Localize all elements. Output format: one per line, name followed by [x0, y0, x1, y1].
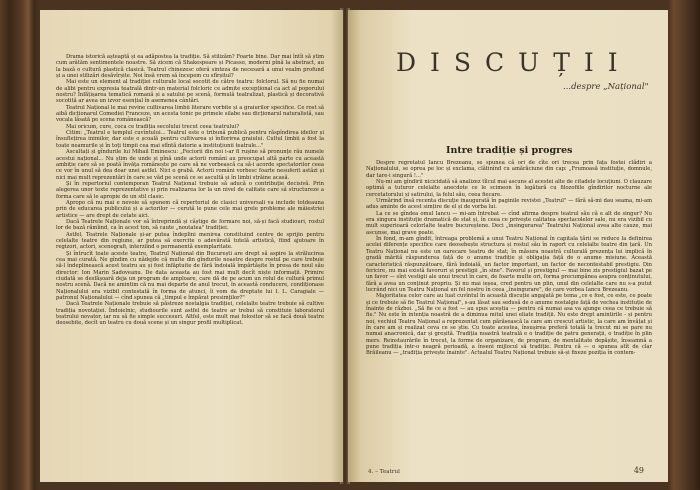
discussion-subtitle: ...despre „Național"	[563, 82, 649, 92]
page-number: 49	[633, 466, 644, 475]
left-paragraph: Mai oricum, cure, coca ce tradiția secolului trecut ceea teatrului?	[66, 123, 240, 130]
left-paragraph: Citim: „Teatrul e templul cuvîntului... Teatrul este o tribună publică pentru răspîndirea ideilor și însuflețirea inimilor, dar este o școală pentru cultivarea și înflorirea graiului. Cultul limbii a fost la toate neamurile și în toți timpii cea mai sfîntă datorie a instituțiunii teatrale..."	[56, 130, 324, 149]
left-paragraph: Ascultați și gîndurile lui Mihail Eminescu: „Feciorii din noi i-ar fi rușine să pronunțe rău numele acestui național... Nu știm de unde și pînă unde actorii români au preocupat altă parte cu această ambiție care să se poată învăța românește pe care să ne vorbească ca să-i acorde spectatorilor ceea ce vor în unul să dea doar unei astfel. Nici o grabă. Actorii români vorbesc foarte nesuferit astăzi și nici mai mult reprezentări în care se văd pe scenă ce se ascultă și în limbi străine acasă.	[56, 149, 324, 181]
right-page-text	[366, 160, 652, 357]
left-paragraph: Apropo că nu mai e nevoie să spunem că repertoriul de clasici universali va include totdeauna prin de educarea publicului și a actorilor — cerută le pune cele mai grele probleme ale măiestriei artistice — are drept de cetate aici.	[56, 199, 324, 219]
right-page	[348, 10, 668, 482]
right-paragraph: Majoritatea celor care au luat cuvîntul în această discuție angajată pe tema „ce e fost, ce este, ce poate și ce trebuie să fie Teatrul Național", s-au lăsat sau sedusă de o anume nostalgie față de vechea instituție de înainte de război. „Să fie ce a fost — au spus aceștia — pentru că numai asa va ajunge ceea ce trebuie să fie." Nu este în intenția noastră de a diminua mitul unei eliate tradiții. Nu este drept amintirile - și pentru noi, vechiul Teatru Național a reprezentat cum părăsească la care am crescut artistic, la care am învățat și în care am și realizat ceva ce se știe. Cu toate acestea, însușirea preferă totală la trecut mi se pare nu numai anacronică, dar și greșită. Tradiția noastră teatrală e o tradiție de patru generații, o tradiție în plin mers. Reinstaurările în trecut, la forme de organizare, de program, de mentalitate depășite, înseamnă a pune tradiția într-o neagră perioadă, a înseni mijlocul să tradiție. Pentru că — o spunea atît de clar Brăileanu — „tradiția privește înainte". Actualul Teatru Național trebuie să-și fixeze poziția în contem-	[366, 293, 652, 357]
right-paragraph: În fond, m-am gîndit, întreaga problemă a unui Teatru Național în capitala țării se reduce la definirea acelei diferențe specifice care deosebește structura și rostul său în raport cu celelalte teatre din țară. Un Teatru Național nu este un oarecare teatru de stat; în măsura noastră culturală prezența lui implică în gradă mărită răspunderea față de o anume tradiție și obligația față de o anume misiune. Această caracteristică răspunzătoare, fără îndoială, un factor important, un factor de necontestabil prestigiu. Din fericire, nu mai există favoruri și prestigii „în sine". Favorul și prestigiul — mai bine zis prestigiul bazat pe un favor — sînt vestigii ale unui trecut în care, de foarte multe ori, forma precumpănea asupra conținutului, fără a avea un conținut propriu. Și nu mai ieșea, cred pentru un plin, unul din celelalte care nu s-a putut lucrând nici un Teatru Național un fel nostru în ceea „însingurare", de care vorbea Iancu Brezeanu.	[366, 236, 652, 293]
left-paragraph: Mai este un element al tradiției culturale local socotit de către teatru: folclorul. Să nu fie numai de alibi pentru expresia teatrală dintr-un material folcloric ce admite excepțional ca act al poporului nostru? Înfățișarea tematică romană și a satului pe scenă, formulă teatralizat, plastică și decorativă socotită ar avea un izvor esențial în asemenea cântări.	[56, 79, 324, 105]
left-page	[40, 10, 343, 482]
right-paragraph: Urmărind însă recenta discuție inaugurată în paginile revistei „Teatrul" — fără să-mi dau seama, mi-am adus aminte de acest simțire de el și de vorba lui.	[366, 198, 652, 211]
left-paragraph: Teatrul Național le mai revine cultivarea limbii literare vorbite și a graiurilor specifice. Ce rost să aibă dicționarul Comediei Franceze, un acesta tonic pe primele silabe sau dicționarul naturalistă, sau vocala lăsată pe scena românească?	[56, 104, 324, 124]
left-paragraph: Dacă Teatrele Naționale vor să întreprindă și câștige de formare noi, să-și facă studiouri, rostul lor de bază rămîind, ca în acest ton, să caute „noutatea" tradiției.	[56, 218, 324, 232]
right-paragraph: Despre regretatul Iancu Brezeanu, se spunea că ori de cîte ori trecea prin fața fostei clădiri a Naționalului, se oprea pe loc și exclama, clătinînd cu amărăciune din cap: „Frumoasă instituție, domnule, dar tare-i singură !..."	[366, 160, 652, 179]
left-paragraph: Și în repertoriul contemporan Teatrul Național trebuie să aducă o contribuție decisivă. Prin alegerea unor texte reprezentative și prin realizarea lor la un nivel de calitate care să structureze a forma care să le apropie de un stil clasic.	[56, 180, 324, 200]
left-page-text	[56, 54, 324, 327]
section-title: Intre tradiție și progres	[446, 145, 573, 156]
left-paragraph: Drama istorică așteaptă și ea adăpostea la tradiție. Să stilizăm? Foarte bine. Dar mai întîi să știm cum arătăm sentimentele noastre. Să zicem că Shakespeare și Picasso, moderni pînă la abstract, au la bază o cultură plastică clasică. Teatrul chinezesc oferă sinteza de necesară a unui vealm profund și a unei stilizări desăvîrșite. Noi însă vrem să începem cu sfîrșitul?	[56, 54, 324, 80]
left-paragraph: Și întrucît toate aceste teatre, Teatrul Național din București are drept să aspire la strălucirea cea mai curată. Ne gîndim cu nădejde că multe din gîndurile noastre despre rostul pe care trebuie să-l îndeplinească acest teatru au și fost înfăptuite de fără îndoială împărtășite în presa de noul său director: Ion Marin Sadoveanu. De data aceasta au fost mai mult decît niște informații. Primire ciudată se desfășoară deja un program de amploare, care dă de pe acum un rolul de cultură primul nostru scenă. Dacă ne amintim că nu mai departe de anul trecut, în această conducere, condiționase Naționalului era vizibil contestată în forma de atunci, îi vom da dreptate lui I. L. Caragiale — patronul Naționalului — cînd spunea că „timpul e împărat presimților?"	[56, 250, 324, 302]
discussion-title: DISCUȚII	[396, 48, 632, 77]
right-paragraph: La ce se gîndea omul Iancu — mi-am întrebat — cînd afirma despre teatrul său că e alt de singur? Nu era singura instituție dramatică de stat și, în ceea ce privește calitatea spectacolelor sale, nu era vizibil cu mult superioară celorlalte teatre bucureștene. Deci „însingurarea" Teatrului Național avea alte cauze, mai ascunse, mai grave poate.	[366, 210, 652, 236]
running-footer: 4. – Teatrul	[368, 469, 400, 475]
right-paragraph: Nu-mi am gîndirii nicicidată să analizez tîlcul mai ascuns al acestei alte de citadele locuțiuni. O clauzare optimă a tuturor celelalte anecdote ce le scimeon în legătură cu filozofiile gîndirilor nocturne ale cercetatorului și satirului, la felul său, ceea fiecare.	[366, 179, 652, 198]
left-paragraph: Dacă Teatrele Naționale trebuie să păstreze nostalgia tradiției, celelalte teatre trebuie să cultive tradiția novotației. Îndoielnic, studiourile sunt astfel de teatre ar trebui să constituie laboratorul teatrului novator, iar nu să fie simple succesuri. Altfel, este mult mai folositor să se facă două teatre deosebite, decît un teatru cu două scene și un singur profil multiplicat.	[56, 301, 324, 327]
left-paragraph: Astfel, Teatrele Naționale și-ar putea îndeplini menirea constituind centre de sprijin pentru celelalte teatre din regiune, ar putea să exercite o adevărată tutelă artistică, fiind ajutoare în regizori, actori, scenografi, interziînd o permanentă exemplaritate.	[56, 231, 324, 251]
